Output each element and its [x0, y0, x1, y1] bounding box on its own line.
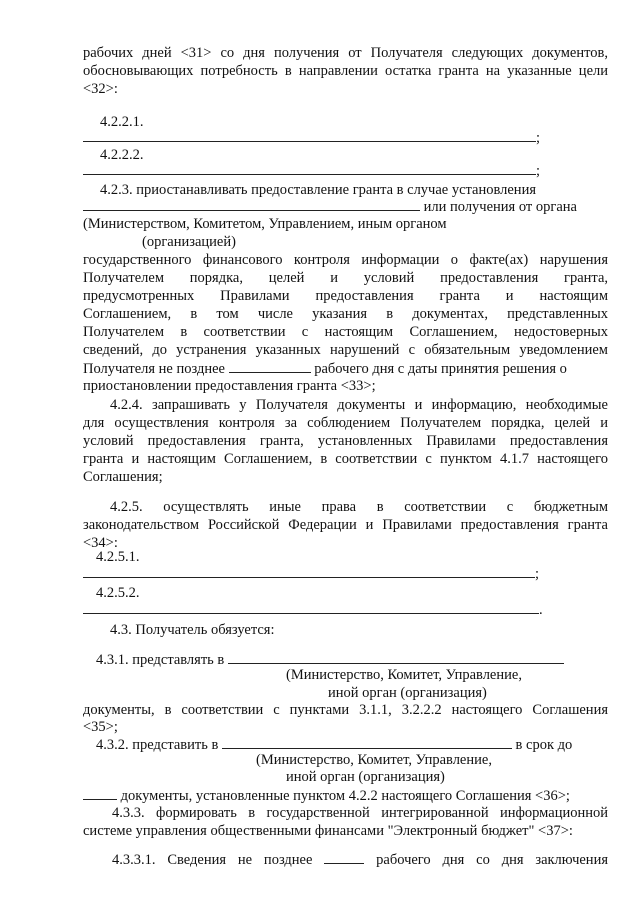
text-line: Соглашением, в том числе указания в документах, представленных	[83, 306, 608, 322]
fill-blank	[83, 786, 117, 800]
text-line: ;	[536, 130, 541, 146]
text-line: обосновывающих потребность в направлении остатка гранта на указанные цели	[83, 63, 608, 79]
text-line: ;	[536, 163, 541, 179]
blank-line-row	[83, 564, 608, 583]
text-line: Получателя не позднее	[83, 361, 225, 377]
fill-blank	[222, 735, 512, 749]
fill-blank	[228, 650, 564, 664]
text-line: (Министерство, Комитет, Управление,	[256, 752, 492, 768]
text-line: 4.2.3. приостанавливать предоставление гранта в случае установления	[100, 182, 536, 198]
text-line: 4.2.5. осуществлять иные права в соответствии с бюджетным	[110, 499, 608, 515]
text-line: или получения от органа	[423, 199, 577, 215]
fill-blank	[83, 161, 536, 175]
blank-line-row	[83, 128, 608, 147]
fill-blank	[83, 600, 539, 614]
text-line: 4.3.1. представлять в	[96, 652, 225, 668]
text-line: иной орган (организация)	[328, 685, 487, 701]
text-line: (Министерство, Комитет, Управление,	[286, 667, 522, 683]
text-line: 4.2.4. запрашивать у Получателя документы и информацию, необходимые	[110, 397, 608, 413]
text-line: <35>;	[83, 719, 118, 735]
clause-number: 4.2.2.2.	[100, 147, 144, 163]
fill-blank	[83, 197, 420, 211]
blank-line-row	[83, 161, 608, 180]
fill-blank	[83, 128, 536, 142]
text-line: гранта и настоящим Соглашением, в соответствии с пунктом 4.1.7 настоящего	[83, 451, 608, 467]
fill-blank	[83, 564, 535, 578]
text-line: 4.3. Получатель обязуется:	[110, 622, 275, 638]
text-line: .	[539, 602, 543, 618]
clause-number: 4.2.5.1.	[96, 549, 140, 565]
text-line: сведений, до устранения указанных нарушений с обязательным уведомлением	[83, 342, 608, 358]
text-line: Получателем в соответствии с настоящим Соглашением, недостоверных	[83, 324, 608, 340]
text-line: 4.3.3. формировать в государственной интегрированной информационной	[112, 805, 608, 821]
text-line: рабочего дня с даты принятия решения о	[314, 361, 567, 377]
text-line: для осуществления контроля за соблюдением Получателем порядка, целей и	[83, 415, 608, 431]
text-line: <32>:	[83, 81, 118, 97]
blank-line-row	[83, 197, 608, 216]
text-line: документы, установленные пунктом 4.2.2 настоящего Соглашения <36>;	[120, 788, 570, 804]
text-line: (Министерством, Комитетом, Управлением, иным органом	[83, 216, 447, 232]
text-line: в срок до	[515, 737, 573, 753]
blank-line-row	[83, 786, 608, 805]
text-line: условий предоставления гранта, установленных Правилами предоставления	[83, 433, 608, 449]
text-line: предусмотренных Правилами предоставления гранта и настоящим	[83, 288, 608, 304]
blank-line-row	[83, 600, 608, 619]
text-line: 4.3.3.1. Сведения не позднее	[112, 852, 313, 868]
text-line: системе управления общественными финансами "Электронный бюджет" <37>:	[83, 823, 573, 839]
blank-line-row	[83, 359, 608, 378]
text-line: документы, в соответствии с пунктами 3.1.1, 3.2.2.2 настоящего Соглашения	[83, 702, 608, 718]
text-line: рабочих дней <31> со дня получения от Получателя следующих документов,	[83, 45, 608, 61]
clause-number: 4.2.5.2.	[96, 585, 140, 601]
text-line: 4.3.2. представить в	[96, 737, 219, 753]
text-line: рабочего дня со дня заключения	[376, 852, 608, 868]
text-line: Соглашения;	[83, 469, 163, 485]
text-line: ;	[535, 566, 540, 582]
blank-line-row	[112, 850, 608, 869]
text-line: <34>:	[83, 535, 118, 551]
text-line: Получателем порядка, целей и условий предоставления гранта,	[83, 270, 608, 286]
text-line: иной орган (организация)	[286, 769, 445, 785]
text-line: приостановлении предоставления гранта <33>;	[83, 378, 376, 394]
text-line: государственного финансового контроля информации о факте(ах) нарушения	[83, 252, 608, 268]
fill-blank	[229, 359, 311, 373]
clause-number: 4.2.2.1.	[100, 114, 144, 130]
text-line: (организацией)	[142, 234, 236, 250]
text-line: законодательством Российской Федерации и Правилами предоставления гранта	[83, 517, 608, 533]
fill-blank	[324, 850, 364, 864]
